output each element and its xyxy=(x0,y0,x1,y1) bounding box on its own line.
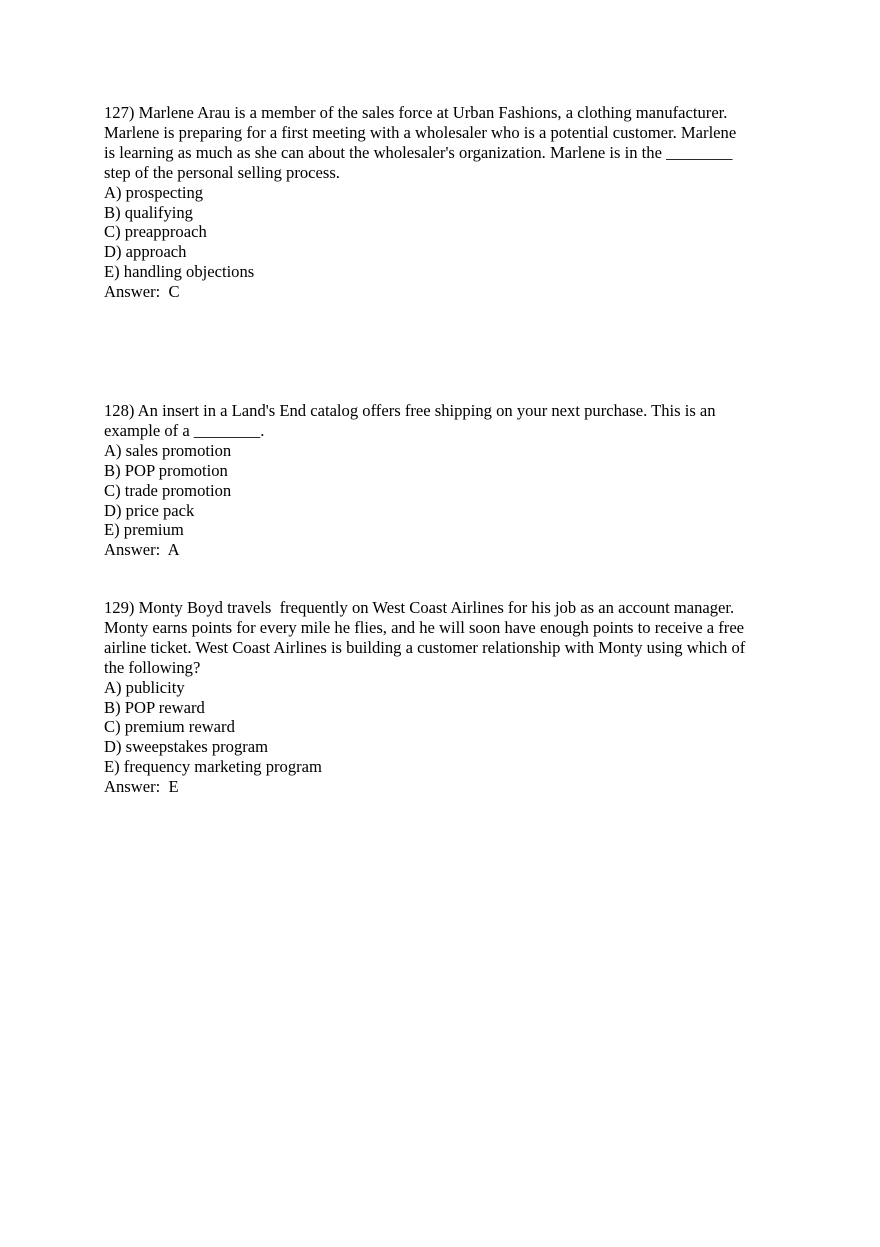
question-stem-line: 128) An insert in a Land's End catalog offers free shipping on your next purchase. This is an xyxy=(104,401,716,420)
question-128 xyxy=(104,401,794,560)
answer-option-a: A) prospecting xyxy=(104,182,204,202)
answer-option-e: E) premium xyxy=(104,520,184,540)
answer-option-e: E) handling objections xyxy=(104,262,255,282)
answer-key: Answer: C xyxy=(104,282,180,302)
answer-option-d: D) price pack xyxy=(104,500,195,520)
answer-option-b: B) POP reward xyxy=(104,697,205,717)
answer-key: Answer: E xyxy=(104,777,179,797)
answer-option-b: B) POP promotion xyxy=(104,460,228,480)
answer-option-a: A) publicity xyxy=(104,677,185,697)
answer-option-c: C) trade promotion xyxy=(104,480,232,500)
question-stem-line: is learning as much as she can about the wholesaler's organization. Marlene is in the ________ xyxy=(104,142,733,162)
question-stem-line: Marlene is preparing for a first meeting with a wholesaler who is a potential customer. Marlene xyxy=(104,122,737,142)
answer-option-c: C) premium reward xyxy=(104,717,235,737)
answer-key: Answer: A xyxy=(104,540,180,560)
question-stem-line: example of a ________. xyxy=(104,420,265,440)
answer-option-d: D) approach xyxy=(104,242,187,262)
question-129 xyxy=(104,598,794,797)
answer-option-d: D) sweepstakes program xyxy=(104,737,269,757)
question-stem-line: 127) Marlene Arau is a member of the sales force at Urban Fashions, a clothing manufacturer. xyxy=(104,103,728,122)
answer-option-c: C) preapproach xyxy=(104,222,207,242)
question-stem-line: 129) Monty Boyd travels frequently on West Coast Airlines for his job as an account manager. xyxy=(104,598,735,617)
answer-option-a: A) sales promotion xyxy=(104,440,232,460)
answer-option-e: E) frequency marketing program xyxy=(104,757,322,777)
question-stem-line: Monty earns points for every mile he flies, and he will soon have enough points to receive a free xyxy=(104,617,745,637)
question-stem-line: airline ticket. West Coast Airlines is building a customer relationship with Monty using which of xyxy=(104,637,746,657)
question-stem-line: the following? xyxy=(104,657,201,677)
question-stem-line: step of the personal selling process. xyxy=(104,162,340,182)
answer-option-b: B) qualifying xyxy=(104,202,193,222)
question-127 xyxy=(104,103,794,302)
